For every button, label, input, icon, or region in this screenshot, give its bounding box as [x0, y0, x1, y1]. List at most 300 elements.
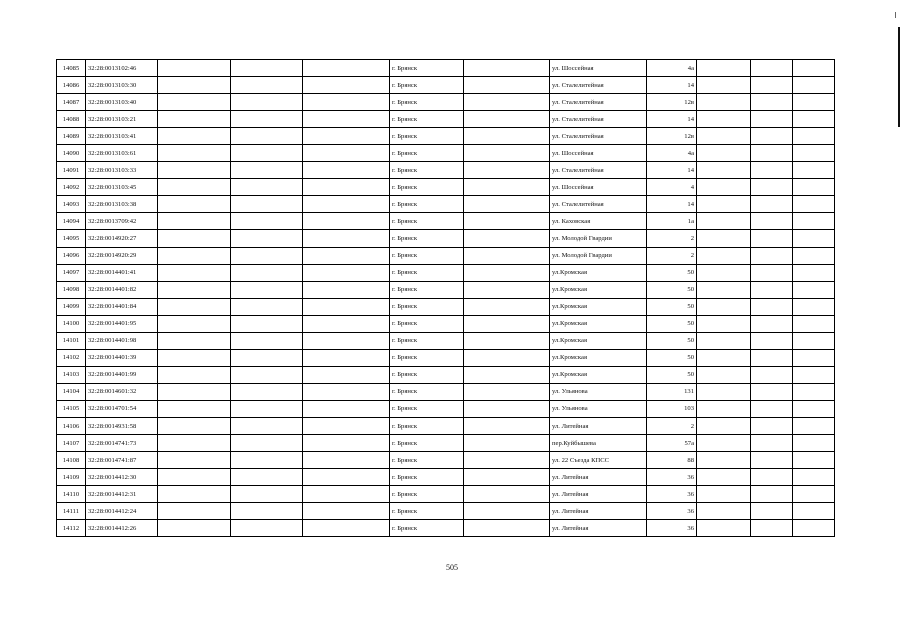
cell-empty — [697, 298, 751, 315]
cell-empty — [303, 400, 390, 417]
cell-num: 14109 — [57, 469, 86, 486]
cell-empty — [231, 213, 303, 230]
cell-empty — [793, 469, 835, 486]
cell-empty — [158, 332, 231, 349]
cell-empty — [464, 366, 550, 383]
cell-empty — [464, 383, 550, 400]
cell-city: г. Брянск — [390, 383, 464, 400]
cell-empty — [697, 196, 751, 213]
table-row — [57, 162, 835, 179]
cell-cad: 32:28:0014401:41 — [86, 264, 158, 281]
cell-cad: 32:28:0013103:21 — [86, 111, 158, 128]
cell-empty — [793, 417, 835, 434]
cell-empty — [793, 400, 835, 417]
page-number: 505 — [446, 563, 458, 572]
cell-empty — [303, 264, 390, 281]
cell-empty — [303, 503, 390, 520]
cell-cad: 32:28:0014401:82 — [86, 281, 158, 298]
cell-empty — [751, 383, 793, 400]
cell-city: г. Брянск — [390, 128, 464, 145]
cell-street: ул. Литейная — [550, 417, 647, 434]
cell-empty — [158, 435, 231, 452]
cell-house: 2 — [647, 417, 697, 434]
cell-empty — [303, 435, 390, 452]
table-row — [57, 60, 835, 77]
cell-empty — [303, 520, 390, 537]
cell-empty — [751, 213, 793, 230]
cell-empty — [751, 315, 793, 332]
cell-city: г. Брянск — [390, 213, 464, 230]
cell-empty — [697, 247, 751, 264]
cell-empty — [303, 77, 390, 94]
cell-empty — [751, 366, 793, 383]
cell-empty — [751, 230, 793, 247]
cell-empty — [751, 469, 793, 486]
cell-city: г. Брянск — [390, 145, 464, 162]
cell-empty — [697, 60, 751, 77]
cell-empty — [231, 349, 303, 366]
cell-empty — [697, 435, 751, 452]
cell-empty — [751, 94, 793, 111]
cell-num: 14086 — [57, 77, 86, 94]
cell-empty — [231, 366, 303, 383]
cell-num: 14105 — [57, 400, 86, 417]
table-row — [57, 400, 835, 417]
cell-street: ул.Кромская — [550, 298, 647, 315]
cell-street: ул. Сталелитейная — [550, 94, 647, 111]
cell-city: г. Брянск — [390, 349, 464, 366]
cell-empty — [303, 247, 390, 264]
cell-num: 14096 — [57, 247, 86, 264]
cell-empty — [464, 435, 550, 452]
cell-num: 14092 — [57, 179, 86, 196]
cell-house: 50 — [647, 264, 697, 281]
cell-cad: 32:28:0013103:38 — [86, 196, 158, 213]
cell-empty — [231, 94, 303, 111]
cell-empty — [231, 486, 303, 503]
cell-street: ул. Молодой Гвардии — [550, 247, 647, 264]
cell-empty — [464, 213, 550, 230]
cell-empty — [303, 366, 390, 383]
cell-empty — [231, 503, 303, 520]
cell-empty — [158, 298, 231, 315]
cell-house: 50 — [647, 366, 697, 383]
cell-empty — [303, 349, 390, 366]
cell-empty — [464, 349, 550, 366]
cell-empty — [464, 162, 550, 179]
cell-city: г. Брянск — [390, 452, 464, 469]
cell-num: 14110 — [57, 486, 86, 503]
cell-city: г. Брянск — [390, 400, 464, 417]
cell-cad: 32:28:0014741:87 — [86, 452, 158, 469]
table-row — [57, 298, 835, 315]
cell-city: г. Брянск — [390, 315, 464, 332]
cell-empty — [793, 179, 835, 196]
cell-empty — [303, 94, 390, 111]
cell-num: 14089 — [57, 128, 86, 145]
cell-house: 50 — [647, 315, 697, 332]
cell-num: 14094 — [57, 213, 86, 230]
table-row — [57, 128, 835, 145]
cell-empty — [158, 520, 231, 537]
table-row — [57, 196, 835, 213]
cell-empty — [303, 196, 390, 213]
cell-house: 14 — [647, 111, 697, 128]
cell-empty — [464, 520, 550, 537]
cell-city: г. Брянск — [390, 503, 464, 520]
cell-empty — [793, 213, 835, 230]
cell-empty — [303, 111, 390, 128]
cell-empty — [751, 332, 793, 349]
cell-house: 88 — [647, 452, 697, 469]
cell-empty — [231, 179, 303, 196]
cell-empty — [793, 77, 835, 94]
cell-empty — [751, 503, 793, 520]
cell-num: 14112 — [57, 520, 86, 537]
cell-cad: 32:28:0013709:42 — [86, 213, 158, 230]
cell-house: 4 — [647, 179, 697, 196]
cell-cad: 32:28:0014401:95 — [86, 315, 158, 332]
cell-empty — [751, 298, 793, 315]
cell-empty — [158, 503, 231, 520]
cell-empty — [697, 452, 751, 469]
cell-empty — [793, 230, 835, 247]
cell-empty — [697, 213, 751, 230]
cell-street: ул.Кромская — [550, 264, 647, 281]
cell-empty — [464, 298, 550, 315]
cell-empty — [751, 281, 793, 298]
cell-empty — [751, 145, 793, 162]
cell-empty — [464, 128, 550, 145]
table-row — [57, 366, 835, 383]
table-row — [57, 486, 835, 503]
cell-empty — [751, 196, 793, 213]
cell-empty — [464, 469, 550, 486]
cell-empty — [464, 452, 550, 469]
cell-empty — [158, 77, 231, 94]
cell-city: г. Брянск — [390, 435, 464, 452]
cell-num: 14099 — [57, 298, 86, 315]
cell-cad: 32:28:0014920:27 — [86, 230, 158, 247]
cell-street: ул. Литейная — [550, 469, 647, 486]
table-body — [57, 60, 835, 537]
cell-house: 36 — [647, 520, 697, 537]
cell-empty — [303, 145, 390, 162]
cell-city: г. Брянск — [390, 486, 464, 503]
table-row — [57, 77, 835, 94]
cell-empty — [751, 486, 793, 503]
cell-empty — [697, 145, 751, 162]
cell-empty — [751, 349, 793, 366]
cell-empty — [158, 162, 231, 179]
cell-house: 36 — [647, 469, 697, 486]
cell-cad: 32:28:0014412:24 — [86, 503, 158, 520]
cell-num: 14111 — [57, 503, 86, 520]
cell-cad: 32:28:0013103:45 — [86, 179, 158, 196]
cell-empty — [793, 281, 835, 298]
cell-num: 14101 — [57, 332, 86, 349]
cell-empty — [793, 315, 835, 332]
table-row — [57, 503, 835, 520]
cell-cad: 32:28:0014401:84 — [86, 298, 158, 315]
cell-street: ул. Молодой Гвардии — [550, 230, 647, 247]
cell-street: ул. Сталелитейная — [550, 111, 647, 128]
cell-empty — [793, 94, 835, 111]
cell-empty — [697, 111, 751, 128]
cell-cad: 32:28:0013103:41 — [86, 128, 158, 145]
cell-num: 14097 — [57, 264, 86, 281]
cell-street: ул. Литейная — [550, 486, 647, 503]
cell-num: 14090 — [57, 145, 86, 162]
cell-empty — [793, 298, 835, 315]
cell-empty — [697, 162, 751, 179]
cell-city: г. Брянск — [390, 332, 464, 349]
cell-empty — [303, 383, 390, 400]
cell-empty — [303, 486, 390, 503]
cell-house: 12в — [647, 94, 697, 111]
cell-empty — [303, 332, 390, 349]
scan-edge-mark — [898, 27, 900, 127]
cell-empty — [464, 400, 550, 417]
cell-empty — [697, 315, 751, 332]
cell-empty — [751, 400, 793, 417]
cell-empty — [464, 417, 550, 434]
cell-street: ул.Кромская — [550, 281, 647, 298]
cell-empty — [231, 332, 303, 349]
cell-house: 12в — [647, 128, 697, 145]
table-row — [57, 520, 835, 537]
cell-city: г. Брянск — [390, 520, 464, 537]
table-row — [57, 213, 835, 230]
cell-cad: 32:28:0013103:61 — [86, 145, 158, 162]
cell-house: 36 — [647, 503, 697, 520]
cell-empty — [793, 503, 835, 520]
cell-empty — [464, 145, 550, 162]
cell-empty — [303, 452, 390, 469]
table-row — [57, 417, 835, 434]
cell-empty — [751, 264, 793, 281]
cell-cad: 32:28:0013102:46 — [86, 60, 158, 77]
cell-empty — [697, 366, 751, 383]
cell-house: 14 — [647, 196, 697, 213]
cell-empty — [231, 77, 303, 94]
cell-num: 14106 — [57, 417, 86, 434]
table-row — [57, 315, 835, 332]
table-row — [57, 281, 835, 298]
table-row — [57, 332, 835, 349]
cell-num: 14108 — [57, 452, 86, 469]
cell-empty — [697, 77, 751, 94]
cell-empty — [793, 332, 835, 349]
cell-empty — [793, 128, 835, 145]
cell-empty — [697, 128, 751, 145]
cell-street: ул. Сталелитейная — [550, 128, 647, 145]
cell-city: г. Брянск — [390, 162, 464, 179]
cell-empty — [751, 247, 793, 264]
cell-empty — [793, 247, 835, 264]
cell-empty — [697, 264, 751, 281]
cell-house: 36 — [647, 486, 697, 503]
cell-street: ул.Кромская — [550, 366, 647, 383]
cell-empty — [697, 94, 751, 111]
cell-empty — [751, 452, 793, 469]
cell-empty — [697, 469, 751, 486]
cell-empty — [793, 435, 835, 452]
cell-house: 50 — [647, 281, 697, 298]
cell-city: г. Брянск — [390, 298, 464, 315]
cell-empty — [697, 383, 751, 400]
cell-empty — [158, 264, 231, 281]
table-row — [57, 452, 835, 469]
cell-num: 14085 — [57, 60, 86, 77]
cell-empty — [158, 230, 231, 247]
cell-empty — [697, 332, 751, 349]
cell-empty — [751, 60, 793, 77]
table-row — [57, 469, 835, 486]
cell-empty — [303, 213, 390, 230]
cell-empty — [303, 469, 390, 486]
cell-house: 4а — [647, 60, 697, 77]
cell-city: г. Брянск — [390, 264, 464, 281]
cell-city: г. Брянск — [390, 179, 464, 196]
cell-empty — [751, 435, 793, 452]
cell-street: ул.Кромская — [550, 315, 647, 332]
cell-empty — [464, 503, 550, 520]
cell-house: 4а — [647, 145, 697, 162]
cell-empty — [464, 264, 550, 281]
cell-cad: 32:28:0014401:99 — [86, 366, 158, 383]
cell-empty — [158, 417, 231, 434]
cell-num: 14103 — [57, 366, 86, 383]
cell-street: ул. Каховская — [550, 213, 647, 230]
cell-empty — [793, 145, 835, 162]
cell-empty — [158, 469, 231, 486]
cell-house: 57а — [647, 435, 697, 452]
cell-empty — [231, 145, 303, 162]
cell-house: 50 — [647, 332, 697, 349]
cell-street: ул. Сталелитейная — [550, 196, 647, 213]
cell-empty — [303, 315, 390, 332]
cell-num: 14095 — [57, 230, 86, 247]
cell-city: г. Брянск — [390, 366, 464, 383]
cell-street: ул. Сталелитейная — [550, 162, 647, 179]
cell-empty — [158, 400, 231, 417]
cell-empty — [231, 230, 303, 247]
cell-city: г. Брянск — [390, 247, 464, 264]
cell-cad: 32:28:0014412:31 — [86, 486, 158, 503]
cell-city: г. Брянск — [390, 469, 464, 486]
cell-house: 50 — [647, 349, 697, 366]
cell-cad: 32:28:0014412:26 — [86, 520, 158, 537]
cell-empty — [231, 128, 303, 145]
cell-cad: 32:28:0013103:40 — [86, 94, 158, 111]
cell-empty — [793, 162, 835, 179]
cell-empty — [231, 196, 303, 213]
cell-empty — [464, 230, 550, 247]
cell-num: 14093 — [57, 196, 86, 213]
cell-empty — [697, 281, 751, 298]
cell-empty — [158, 94, 231, 111]
cell-street: ул. Литейная — [550, 503, 647, 520]
cell-empty — [464, 94, 550, 111]
cell-empty — [464, 332, 550, 349]
cell-street: ул. Шоссейная — [550, 179, 647, 196]
cell-street: ул. Шоссейная — [550, 145, 647, 162]
table-row — [57, 179, 835, 196]
cell-empty — [751, 179, 793, 196]
cell-city: г. Брянск — [390, 196, 464, 213]
cell-num: 14107 — [57, 435, 86, 452]
cell-city: г. Брянск — [390, 60, 464, 77]
cell-empty — [231, 315, 303, 332]
cell-empty — [464, 77, 550, 94]
cell-empty — [464, 247, 550, 264]
cell-house: 14 — [647, 162, 697, 179]
cell-house: 14 — [647, 77, 697, 94]
cell-empty — [158, 452, 231, 469]
cell-street: ул.Кромская — [550, 349, 647, 366]
cell-cad: 32:28:0014741:73 — [86, 435, 158, 452]
cell-city: г. Брянск — [390, 230, 464, 247]
scan-edge-tick — [895, 12, 896, 18]
cell-street: ул. Шоссейная — [550, 60, 647, 77]
cell-empty — [231, 417, 303, 434]
cell-house: 2 — [647, 230, 697, 247]
cell-empty — [158, 366, 231, 383]
table-row — [57, 383, 835, 400]
cell-empty — [303, 298, 390, 315]
cell-empty — [158, 383, 231, 400]
table-row — [57, 111, 835, 128]
cell-empty — [303, 179, 390, 196]
registry-table — [56, 59, 835, 537]
cell-house: 131 — [647, 383, 697, 400]
cell-num: 14100 — [57, 315, 86, 332]
cell-city: г. Брянск — [390, 111, 464, 128]
cell-empty — [697, 349, 751, 366]
cell-empty — [158, 128, 231, 145]
cell-empty — [697, 486, 751, 503]
cell-cad: 32:28:0014412:30 — [86, 469, 158, 486]
cell-empty — [231, 520, 303, 537]
cell-house: 1а — [647, 213, 697, 230]
cell-empty — [697, 417, 751, 434]
cell-empty — [231, 452, 303, 469]
cell-num: 14087 — [57, 94, 86, 111]
cell-empty — [231, 400, 303, 417]
cell-empty — [751, 128, 793, 145]
cell-empty — [751, 77, 793, 94]
cell-empty — [158, 60, 231, 77]
cell-empty — [464, 315, 550, 332]
cell-empty — [158, 179, 231, 196]
table-row — [57, 94, 835, 111]
cell-empty — [793, 383, 835, 400]
cell-empty — [231, 298, 303, 315]
cell-empty — [303, 281, 390, 298]
cell-empty — [751, 111, 793, 128]
cell-street: ул. Ульянова — [550, 383, 647, 400]
cell-empty — [231, 264, 303, 281]
cell-empty — [793, 486, 835, 503]
cell-empty — [303, 162, 390, 179]
table-row — [57, 349, 835, 366]
cell-empty — [231, 435, 303, 452]
table-row — [57, 435, 835, 452]
cell-num: 14104 — [57, 383, 86, 400]
cell-street: ул.Кромская — [550, 332, 647, 349]
cell-empty — [231, 162, 303, 179]
